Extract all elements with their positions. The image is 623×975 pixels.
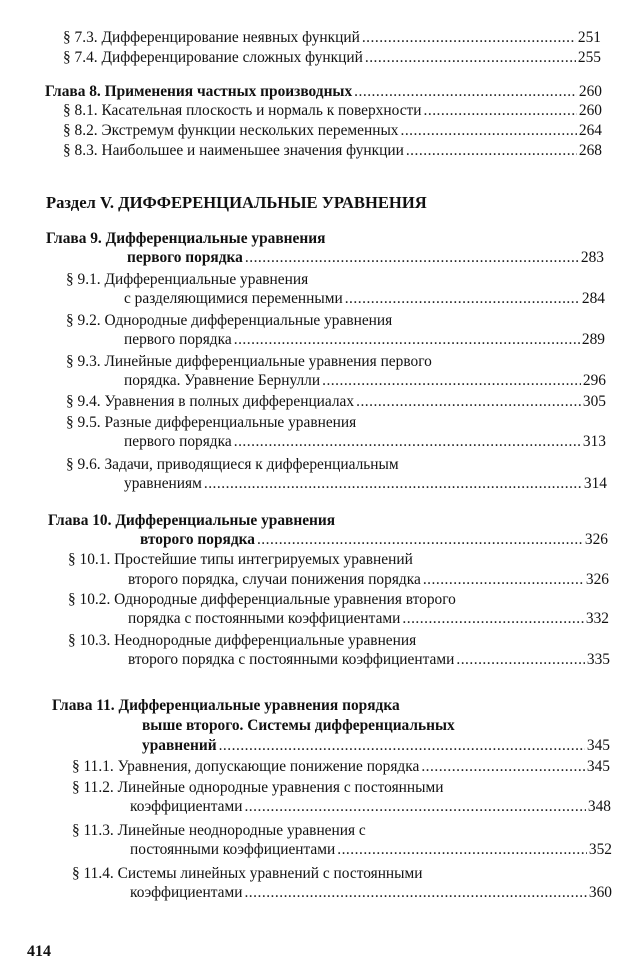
- toc-page-number: 345: [586, 737, 610, 754]
- toc-page-number: 345: [586, 758, 610, 775]
- toc-page-number: 326: [585, 571, 609, 588]
- leader-dots: [234, 330, 580, 350]
- toc-entry-10-1-line1: [68, 550, 413, 570]
- leader-dots: [204, 474, 582, 494]
- toc-entry-8-2: [63, 121, 602, 141]
- toc-entry-title: первого порядка: [124, 331, 232, 348]
- leader-dots: [424, 101, 577, 121]
- leader-dots: [421, 757, 585, 777]
- toc-entry-title: § 9.1. Дифференциальные уравнения: [66, 271, 309, 288]
- leader-dots: [402, 609, 584, 629]
- toc-entry-title: § 10.1. Простейшие типы интегрируемых уравнений: [68, 551, 413, 568]
- leader-dots: [400, 121, 576, 141]
- toc-page-number: 313: [582, 433, 606, 450]
- toc-chapter-9-line1: [46, 229, 325, 249]
- toc-page-number: 296: [582, 372, 606, 389]
- toc-entry-9-4: [66, 392, 606, 412]
- toc-page-number: 332: [585, 610, 609, 627]
- toc-entry-title: § 8.2. Экстремум функции нескольких переменных: [63, 122, 399, 139]
- toc-page-number: 251: [577, 29, 601, 46]
- leader-dots: [345, 289, 580, 309]
- toc-entry-9-5-line1: [66, 413, 356, 433]
- toc-entry-8-1: [63, 101, 602, 121]
- toc-entry-11-2-line1: [72, 778, 443, 798]
- toc-entry-9-5-line2: [124, 432, 606, 452]
- toc-entry-9-3-line2: [124, 371, 606, 391]
- leader-dots: [257, 530, 583, 550]
- toc-chapter-11-line2: [142, 716, 455, 736]
- toc-entry-title: постоянными коэффициентами: [130, 841, 336, 858]
- leader-dots: [456, 650, 585, 670]
- toc-chapter-title: Глава 10. Дифференциальные уравнения: [48, 512, 336, 529]
- toc-entry-title: § 9.3. Линейные дифференциальные уравнения первого: [66, 353, 432, 370]
- leader-dots: [406, 141, 577, 161]
- toc-entry-9-1-line1: [66, 270, 308, 290]
- toc-entry-11-4-line1: [72, 864, 423, 884]
- toc-page-number: 348: [587, 798, 611, 815]
- leader-dots: [356, 392, 581, 412]
- toc-entry-title: § 11.3. Линейные неоднородные уравнения с: [72, 822, 366, 839]
- toc-page-number: 284: [581, 290, 605, 307]
- toc-entry-title: § 11.1. Уравнения, допускающие понижение порядка: [72, 758, 420, 775]
- toc-entry-title: § 8.3. Наибольшее и наименьшее значения функции: [63, 142, 404, 159]
- toc-entry-11-4-line2: [130, 883, 612, 903]
- toc-entry-title: второго порядка, случаи понижения порядка: [128, 571, 421, 588]
- leader-dots: [354, 82, 577, 102]
- toc-page-number: 260: [578, 83, 602, 100]
- page-number: 414: [27, 943, 51, 960]
- toc-chapter-title: второго порядка: [140, 531, 255, 548]
- toc-entry-title: § 11.2. Линейные однородные уравнения с постоянными: [72, 779, 444, 796]
- toc-entry-9-6-line1: [66, 455, 399, 475]
- toc-chapter-title: Глава 8. Применения частных производных: [45, 83, 353, 100]
- toc-entry-title: второго порядка с постоянными коэффициентами: [128, 651, 455, 668]
- toc-page-number: 260: [578, 102, 602, 119]
- toc-entry-11-3-line1: [72, 821, 366, 841]
- toc-page-number: 289: [581, 331, 605, 348]
- toc-entry-7-4: [63, 48, 601, 68]
- toc-entry-title: § 9.6. Задачи, приводящиеся к дифференциальным: [66, 456, 399, 473]
- toc-page-number: 314: [583, 475, 607, 492]
- toc-chapter-title: Глава 9. Дифференциальные уравнения: [46, 230, 326, 247]
- leader-dots: [423, 570, 584, 590]
- toc-entry-title: порядка. Уравнение Бернулли: [124, 372, 321, 389]
- toc-chapter-title: выше второго. Системы дифференциальных: [142, 717, 455, 734]
- toc-chapter-11-line1: [52, 696, 400, 716]
- toc-entry-title: § 9.4. Уравнения в полных дифференциалах: [66, 393, 355, 410]
- toc-page-number: 264: [578, 122, 602, 139]
- toc-page-number: 268: [578, 142, 602, 159]
- leader-dots: [245, 248, 579, 268]
- toc-entry-11-3-line2: [130, 840, 612, 860]
- toc-entry-title: § 9.5. Разные дифференциальные уравнения: [66, 414, 357, 431]
- toc-entry-10-1-line2: [128, 570, 609, 590]
- toc-chapter-8: [45, 82, 602, 102]
- toc-entry-title: коэффициентами: [130, 798, 243, 815]
- toc-entry-9-1-line2: [124, 289, 605, 309]
- leader-dots: [362, 28, 576, 48]
- toc-entry-9-3-line1: [66, 352, 432, 372]
- toc-entry-8-3: [63, 141, 602, 161]
- toc-entry-10-3-line1: [68, 631, 416, 651]
- toc-chapter-title: Глава 11. Дифференциальные уравнения порядка: [52, 697, 400, 714]
- toc-entry-9-6-line2: [124, 474, 607, 494]
- part-heading: Раздел V. ДИФФЕРЕНЦИАЛЬНЫЕ УРАВНЕНИЯ: [46, 193, 427, 212]
- toc-page-number: 305: [582, 393, 606, 410]
- toc-page-number: 283: [580, 249, 604, 266]
- toc-entry-title: порядка с постоянными коэффициентами: [128, 610, 401, 627]
- leader-dots: [219, 736, 585, 756]
- toc-entry-title: § 7.3. Дифференцирование неявных функций: [63, 29, 360, 46]
- toc-page-number: 352: [588, 841, 612, 858]
- toc-entry-title: коэффициентами: [130, 884, 243, 901]
- toc-entry-title: уравнениям: [124, 475, 202, 492]
- toc-page-number: 326: [584, 531, 608, 548]
- toc-chapter-9-line2: [127, 248, 604, 268]
- toc-entry-10-2-line2: [128, 609, 609, 629]
- toc-entry-10-3-line2: [128, 650, 610, 670]
- toc-entry-10-2-line1: [68, 590, 456, 610]
- leader-dots: [234, 432, 581, 452]
- toc-page-number: 360: [588, 884, 612, 901]
- toc-entry-title: § 8.1. Касательная плоскость и нормаль к поверхности: [63, 102, 422, 119]
- toc-entry-11-1: [72, 757, 610, 777]
- toc-chapter-title: уравнений: [142, 737, 217, 754]
- toc-entry-title: первого порядка: [124, 433, 232, 450]
- toc-entry-title: § 7.4. Дифференцирование сложных функций: [63, 49, 363, 66]
- toc-chapter-11-line3: [142, 736, 610, 756]
- toc-entry-title: § 10.3. Неоднородные дифференциальные уравнения: [68, 632, 417, 649]
- toc-entry-title: § 9.2. Однородные дифференциальные уравнения: [66, 312, 393, 329]
- toc-entry-11-2-line2: [130, 797, 611, 817]
- leader-dots: [337, 840, 587, 860]
- toc-entry-title: § 11.4. Системы линейных уравнений с постоянными: [72, 865, 423, 882]
- toc-entry-7-3: [63, 28, 601, 48]
- toc-entry-title: § 10.2. Однородные дифференциальные уравнения второго: [68, 591, 456, 608]
- toc-page-number: 335: [586, 651, 610, 668]
- toc-entry-9-2-line2: [124, 330, 605, 350]
- toc-entry-title: с разделяющимися переменными: [124, 290, 343, 307]
- toc-chapter-10-line2: [140, 530, 608, 550]
- leader-dots: [322, 371, 581, 391]
- toc-chapter-10-line1: [48, 511, 335, 531]
- leader-dots: [365, 48, 576, 68]
- leader-dots: [244, 883, 586, 903]
- toc-page-number: 255: [577, 49, 601, 66]
- leader-dots: [244, 797, 585, 817]
- toc-chapter-title: первого порядка: [127, 249, 243, 266]
- toc-entry-9-2-line1: [66, 311, 392, 331]
